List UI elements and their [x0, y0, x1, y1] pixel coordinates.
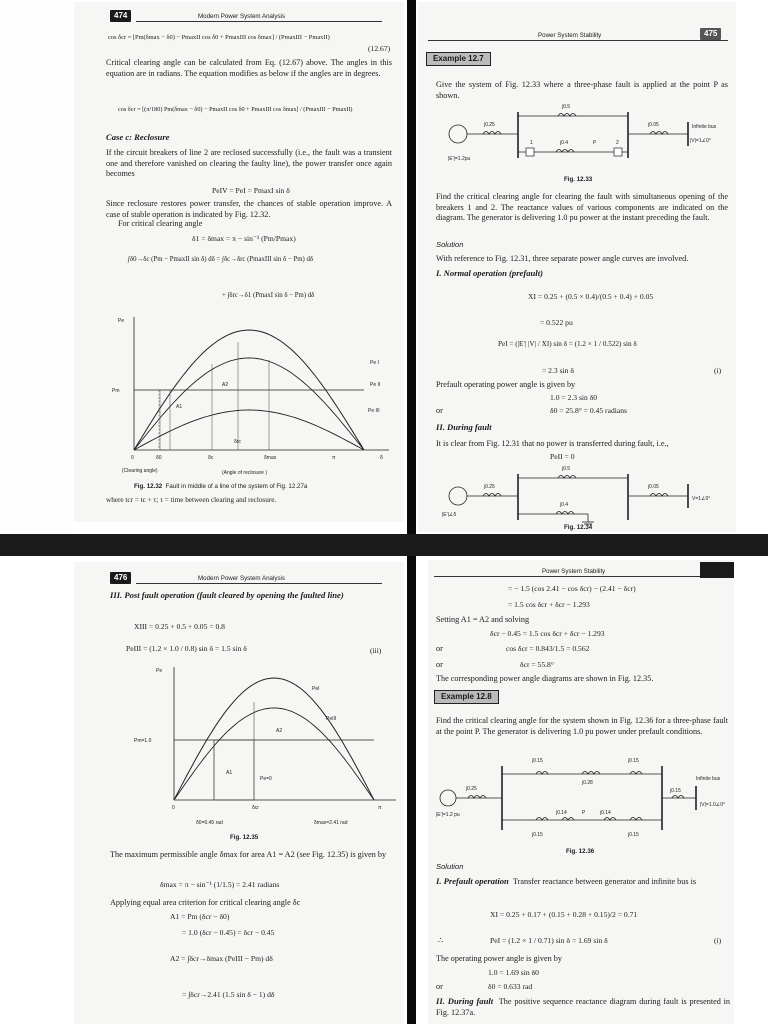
net3-x015d: j0.15	[532, 832, 543, 838]
net2-x005: j0.05	[648, 484, 659, 490]
during-fault-paragraph	[436, 996, 730, 1018]
line-6: δcr = 55.8°	[520, 660, 554, 669]
net2-e: |E'|∠δ	[442, 512, 457, 518]
page-477	[428, 560, 734, 1024]
fig2-dmax: δmax=2.41 rad	[314, 820, 348, 826]
net2-x04: j0.4	[560, 502, 569, 508]
network-figure-12-33	[438, 98, 728, 170]
case-heading: Case c: Reclosure	[106, 132, 170, 142]
fig1-reclosure: (Angle of reclosure )	[222, 470, 268, 476]
fig2-d0: δ0=0.45 rad	[196, 820, 223, 826]
equation-integral-1: ∫δ0→δc (Pm − PmaxII sin δ) dδ = ∫δc→δrc (PmaxIII sin δ − Pm) dδ	[128, 256, 314, 263]
equation-delta1: δ1 = δmax = π − sin⁻¹ (Pm/Pmax)	[192, 234, 296, 243]
figure-caption-12-33: Fig. 12.33	[564, 176, 593, 183]
figure-caption-12-36: Fig. 12.36	[566, 848, 595, 855]
fig1-clearing: (Clearing angle)	[122, 468, 158, 474]
equation-a1: A1 = Pm (δcr − δ0)	[170, 912, 230, 921]
during-fault-text: The positive sequence reactance diagram during fault is presented in Fig. 12.37a.	[436, 997, 731, 1017]
net3-e: |E'|=1.2 pu	[436, 812, 460, 818]
solution-heading: Solution	[436, 240, 464, 249]
equation-number-iii: (iii)	[370, 646, 382, 655]
fig1-drc: δrc	[234, 439, 241, 445]
power-angle-figure-12-35	[134, 662, 404, 830]
line-2: = 1.5 cos δcr + δcr − 1.293	[508, 600, 590, 609]
caption-number: Fig. 12.32	[134, 483, 163, 490]
net3-bus: Infinite bus	[696, 776, 721, 782]
fig2-zero: 0	[172, 805, 175, 811]
running-head: Modern Power System Analysis	[198, 575, 286, 582]
fig1-d0: δ0	[156, 455, 162, 461]
net3-x015a: j0.15	[532, 758, 543, 764]
page-number: 474	[110, 10, 131, 22]
paragraph-equal-area: Applying equal area criterion for critical clearing angle δc	[110, 898, 301, 907]
prefault-eq1: 1.0 = 2.3 sin δ0	[550, 393, 598, 402]
net3-x014a: j0.14	[556, 810, 567, 816]
running-head: Modern Power System Analysis	[198, 13, 286, 20]
running-head: Power System Stability	[542, 568, 606, 575]
page-474	[74, 2, 404, 522]
fig2-pe0: Pe=0	[260, 776, 272, 782]
line-1: = − 1.5 (cos 2.41 − cos δcr) − (2.41 − δcr)	[508, 584, 636, 593]
example-label: Example 12.8	[434, 690, 499, 704]
fig1-pe-label: Pe	[118, 318, 125, 324]
heading-during-fault: II. During fault	[436, 422, 492, 432]
net1-p: P	[593, 140, 597, 146]
example-intro: Give the system of Fig. 12.33 where a three-phase fault is applied at the point P as shown.	[436, 80, 728, 100]
figure-caption-12-32	[134, 483, 307, 491]
or-3: or	[436, 982, 443, 991]
net3-v: |V|=1.0∠0°	[700, 802, 726, 808]
power-angle-figure-12-32	[104, 312, 394, 480]
example-task: Find the critical clearing angle for the system shown in Fig. 12.36 for a three-phase fault at the point P. The generator is delivering 1.0 pu power under prefault conditions.	[436, 716, 728, 736]
page-476	[74, 562, 404, 1024]
operating-eq2: δ0 = 0.633 rad	[488, 982, 533, 991]
fig1-dmax: δmax	[264, 455, 277, 461]
equation-pe1: PeI = (|E'| |V| / XI) sin δ = (1.2 × 1 / 0.522) sin δ	[498, 340, 637, 348]
or-1: or	[436, 644, 443, 653]
line-7: The corresponding power angle diagrams are shown in Fig. 12.35.	[436, 674, 654, 683]
net2-v: V=1∠0°	[692, 496, 711, 502]
paragraph-restores: Since reclosure restores power transfer, the chances of stable operation improve. A case of stable operation is indicated by Fig. 12.32.	[106, 199, 392, 219]
fig2-pei: PeI	[312, 686, 320, 692]
net3-x015b: j0.15	[628, 758, 639, 764]
fig1-dc: δc	[208, 455, 214, 461]
net2-x05: j0.5	[562, 466, 571, 472]
paragraph-critical-angle: Critical clearing angle can be calculated from Eq. (12.67) above. The angles in this equation are in radians. The equation modifies as below if the angles are in degrees.	[106, 58, 392, 78]
net1-x04: j0.4	[560, 140, 569, 146]
figure-caption-12-35: Fig. 12.35	[230, 834, 259, 841]
equation-integral-2: + ∫δrc→δ1 (PmaxI sin δ − Pm) dδ	[222, 292, 315, 299]
fig2-a2: A2	[276, 728, 283, 734]
net3-x015e: j0.15	[628, 832, 639, 838]
page-number: 475	[700, 28, 721, 40]
equation-x1: XI = 0.25 + 0.17 + (0.15 + 0.28 + 0.15)/2 = 0.71	[490, 910, 638, 919]
net1-cb1: 1	[530, 140, 533, 146]
line-5: cos δcr = 0.843/1.5 = 0.562	[506, 644, 590, 653]
equation-dmax: δmax = π − sin⁻¹ (1/1.5) = 2.41 radians	[160, 880, 280, 889]
header-rule	[136, 21, 382, 22]
equation-number-i: (i)	[714, 936, 722, 945]
gutter-left-top	[0, 0, 72, 534]
equation-x1: XI = 0.25 + (0.5 × 0.4)/(0.5 + 0.4) + 0.05	[528, 292, 654, 301]
equation-number: (12.67)	[368, 44, 391, 53]
net3-x025: j0.25	[466, 786, 477, 792]
prefault-text: Transfer reactance between generator and infinite bus is	[512, 877, 697, 886]
paragraph-for-critical: For critical clearing angle	[118, 219, 203, 228]
fig2-a1: A1	[226, 770, 233, 776]
page-tab	[700, 562, 734, 578]
fig2-pm: Pm=1.0	[134, 738, 152, 744]
fig2-pe: Pe	[156, 668, 163, 674]
net1-cb2: 2	[616, 140, 619, 146]
heading-normal-operation: I. Normal operation (prefault)	[436, 268, 543, 278]
operating-eq1: 1.0 = 1.69 sin δ0	[488, 968, 539, 977]
page-475	[418, 2, 736, 532]
fig1-pm-label: Pm	[112, 388, 120, 394]
header-rule	[136, 583, 382, 584]
equation-pe1-result: = 2.3 sin δ	[542, 366, 574, 375]
caption-text: Fault in middle of a line of the system of Fig. 12.27a	[165, 483, 308, 490]
therefore-symbol: ∴	[438, 936, 444, 945]
fig2-peiii: PeIII	[326, 716, 337, 722]
operating-angle-text: The operating power angle is given by	[436, 954, 562, 963]
net3-x028: j0.28	[582, 780, 593, 786]
header-rule	[434, 576, 730, 577]
fig1-delta: δ	[380, 455, 383, 461]
page-number: 476	[110, 572, 131, 584]
net1-e: |E'|=1.2pu	[448, 156, 471, 162]
fig1-a2-label: A2	[222, 382, 229, 388]
equation-pe1: PeI = (1.2 × 1 / 0.71) sin δ = 1.69 sin δ	[490, 936, 608, 945]
equation-x1-result: = 0.522 pu	[540, 318, 573, 327]
header-rule	[428, 40, 728, 41]
during-fault-text: It is clear from Fig. 12.31 that no power is transferred during fault, i.e.,	[436, 439, 669, 448]
heading-prefault: I. Prefault operation	[436, 876, 509, 886]
paragraph-max-angle: The maximum permissible angle δmax for area A1 = A2 (see Fig. 12.35) is given by	[110, 850, 387, 859]
fig2-dcr: δcr	[252, 805, 259, 811]
gutter-center	[407, 0, 416, 1024]
running-head: Power System Stability	[538, 32, 602, 39]
net1-x005: j0.05	[648, 122, 659, 128]
equation-number-i: (i)	[714, 366, 722, 375]
fig1-zero: 0	[131, 455, 134, 461]
example-label: Example 12.7	[426, 52, 491, 66]
net1-v: |V|=1∠0°	[690, 138, 711, 144]
prefault-eq2: δ0 = 25.8° = 0.45 radians	[550, 406, 627, 415]
line-3: Setting A1 = A2 and solving	[436, 615, 530, 624]
equation-a2: A2 = ∫δcr→δmax (PeIII − Pm) dδ	[170, 954, 273, 963]
equation-degrees: cos δcr = [(π/180) Pm(δmax − δ0) − PmaxII cos δ0 + PmaxIII cos δmax] / (PmaxIII − PmaxII)	[118, 106, 353, 113]
net3-x015c: j0.15	[670, 788, 681, 794]
paragraph-reclosure: If the circuit breakers of line 2 are reclosed successfully (i.e., the fault was a transient one and therefore vanished on clearing the faulty line), the power transfer once again becomes	[106, 148, 392, 178]
fig1-peii-label: Pe II	[370, 382, 381, 388]
equation-12-67: cos δcr = [Pm(δmax − δ0) − PmaxII cos δ0 + PmaxIII cos δmax] / (PmaxIII − PmaxII)	[108, 34, 330, 41]
solution-heading: Solution	[436, 862, 464, 871]
solution-intro: With reference to Fig. 12.31, three separate power angle curves are involved.	[436, 254, 689, 263]
fig1-pei-label: Pe I	[370, 360, 379, 366]
where-note: where tcr = tc + τ; τ = time between clearing and reclosure.	[106, 496, 277, 504]
heading-during-fault: II. During fault	[436, 996, 494, 1006]
heading-post-fault: III. Post fault operation (fault cleared by opening the faulted line)	[110, 590, 344, 600]
line-4: δcr − 0.45 = 1.5 cos δcr + δcr − 1.293	[490, 629, 605, 638]
fig1-peiii-label: Pe III	[368, 408, 380, 414]
net1-x05: j0.5	[562, 104, 571, 110]
network-figure-12-34	[438, 460, 728, 528]
equation-a2-result: = ∫δcr→2.41 (1.5 sin δ − 1) dδ	[182, 990, 275, 999]
net3-p: P	[582, 810, 586, 816]
net3-x014b: j0.14	[600, 810, 611, 816]
fig1-a1-label: A1	[176, 404, 183, 410]
equation-a1-result: = 1.0 (δcr − 0.45) = δcr − 0.45	[182, 928, 275, 937]
equation-pe3: PeIII = (1.2 × 1.0 / 0.8) sin δ = 1.5 sin δ	[126, 644, 247, 653]
figure-caption-12-34: Fig. 12.34	[564, 524, 593, 531]
net2-x025: j0.25	[484, 484, 495, 490]
or-label: or	[436, 406, 443, 415]
network-figure-12-36	[432, 754, 732, 844]
net1-bus: Infinite bus	[692, 124, 717, 130]
equation-peiv: PeIV = PeI = PmaxI sin δ	[212, 186, 290, 195]
fig1-pi: π	[332, 455, 336, 461]
prefault-text: Prefault operating power angle is given by	[436, 380, 576, 389]
during-fault-eq: PeII = 0	[550, 452, 575, 461]
net1-x025: j0.25	[484, 122, 495, 128]
fig2-pi: π	[378, 805, 382, 811]
gutter-middle	[0, 534, 768, 556]
example-task: Find the critical clearing angle for clearing the fault with simultaneous opening of the breakers 1 and 2. The reactance values of various components are indicated on the diagram. The generator is delivering 1.0 pu power at the instant preceding the fault.	[436, 192, 728, 222]
equation-x3: XIII = 0.25 + 0.5 + 0.05 = 0.8	[134, 622, 225, 631]
or-2: or	[436, 660, 443, 669]
prefault-paragraph	[436, 876, 730, 888]
